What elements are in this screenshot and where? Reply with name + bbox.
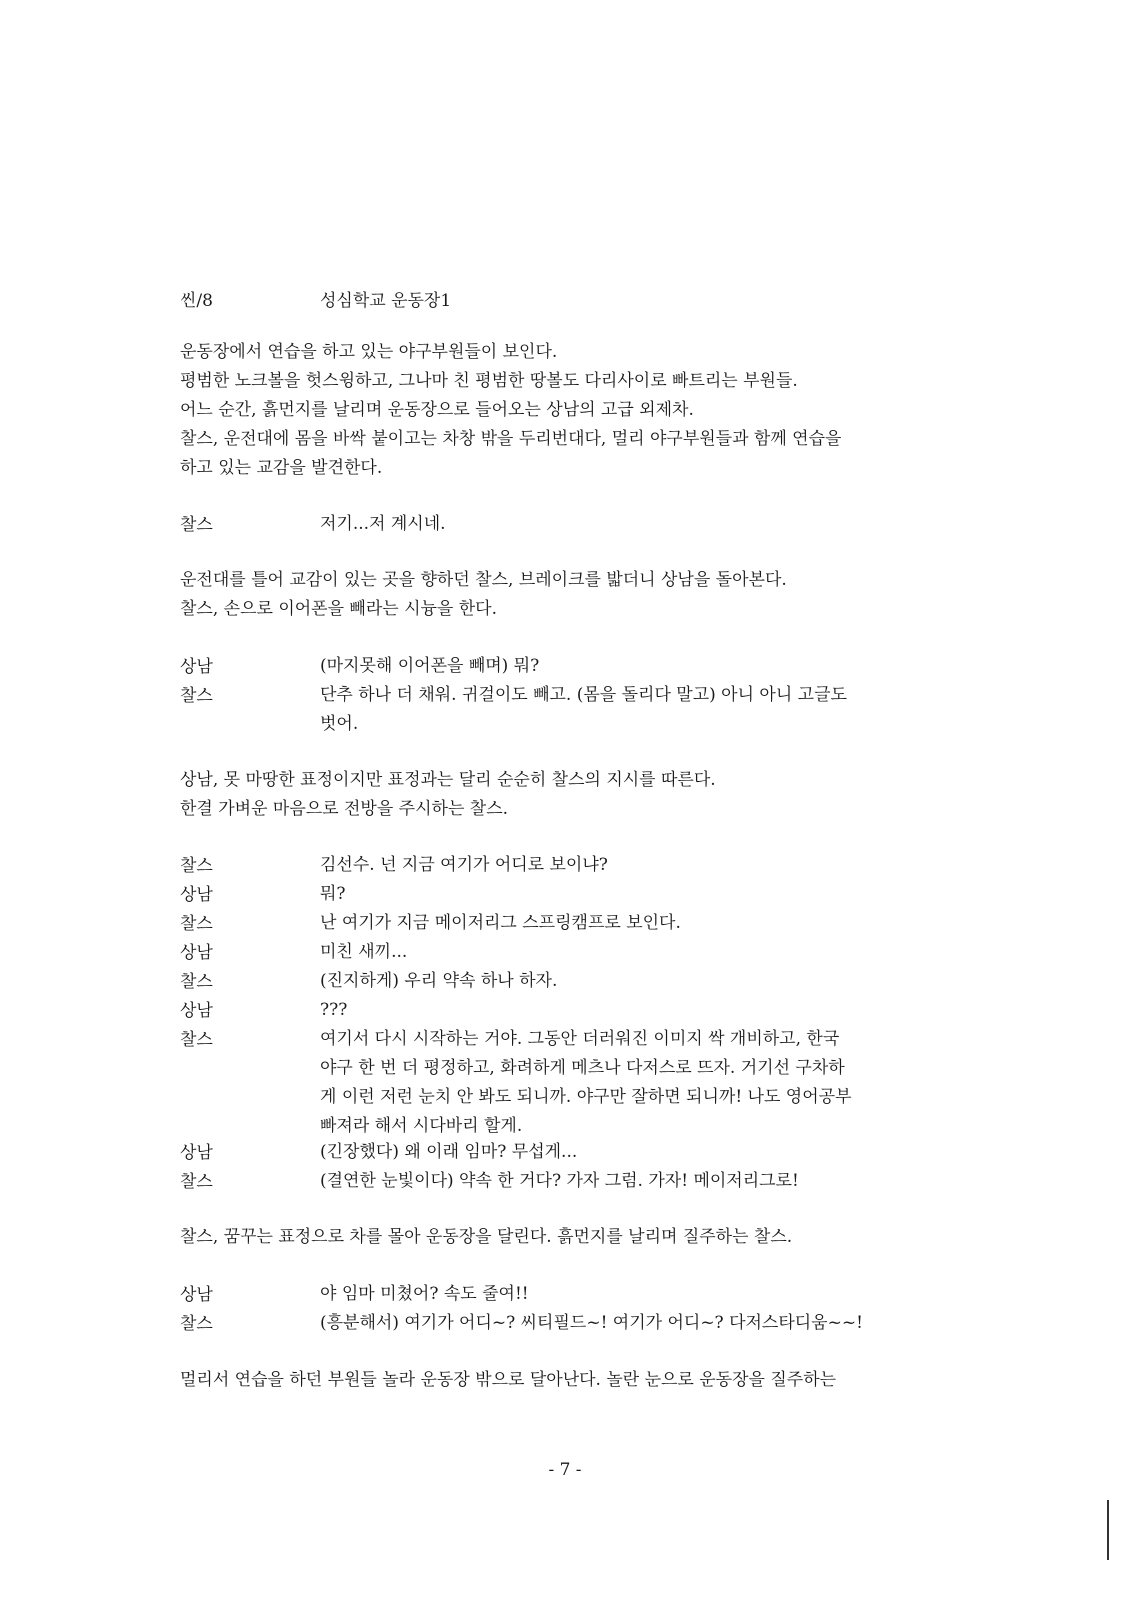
dialogue-line: (진지하게) 우리 약속 하나 하자. <box>320 971 558 991</box>
dialogue-text <box>320 938 960 967</box>
dialogue-line: 야구 한 번 더 평정하고, 화려하게 메츠나 다저스로 뜨자. 거기선 구차하 <box>320 1058 845 1078</box>
speaker: 상남 <box>180 1143 213 1163</box>
dialogue-text <box>320 967 960 996</box>
dialogue-line: 빠져라 해서 시다바리 할게. <box>320 1116 523 1136</box>
dialogue-line: 여기서 다시 시작하는 거야. 그동안 더러워진 이미지 싹 개비하고, 한국 <box>320 1029 840 1049</box>
action-line: 찰스, 꿈꾸는 표정으로 차를 몰아 운동장을 달린다. 흙먼지를 날리며 질주하는 찰스. <box>180 1227 793 1247</box>
speaker: 상남 <box>180 885 213 905</box>
action-line: 운전대를 틀어 교감이 있는 곳을 향하던 찰스, 브레이크를 밟더니 상남을 돌아본다. <box>180 570 787 590</box>
speaker: 찰스 <box>180 1314 213 1334</box>
dialogue-line: 뭐? <box>320 884 346 904</box>
action-line: 찰스, 손으로 이어폰을 빼라는 시늉을 한다. <box>180 599 498 619</box>
speaker: 찰스 <box>180 972 213 992</box>
dialogue-line: 벗어. <box>320 714 359 734</box>
action-line: 하고 있는 교감을 발견한다. <box>180 458 383 478</box>
action-line: 평범한 노크볼을 헛스윙하고, 그나마 친 평범한 땅볼도 다리사이로 빠트리는 부원들. <box>180 371 798 391</box>
speaker: 찰스 <box>180 914 213 934</box>
dialogue-text <box>320 1280 960 1309</box>
dialogue-text <box>320 1309 960 1338</box>
dialogue-text <box>320 851 960 880</box>
action-line: 상남, 못 마땅한 표정이지만 표정과는 달리 순순히 찰스의 지시를 따른다. <box>180 770 716 790</box>
scene-heading <box>180 286 960 312</box>
scan-edge-mark <box>1107 1500 1109 1560</box>
speaker: 상남 <box>180 657 213 677</box>
scene-location: 성심학교 운동장1 <box>320 291 452 311</box>
dialogue-text <box>320 880 960 909</box>
action-line: 찰스, 운전대에 몸을 바싹 붙이고는 차창 밖을 두리번대다, 멀리 야구부원들과 함께 연습을 <box>180 429 842 449</box>
action-line: 한결 가벼운 마음으로 전방을 주시하는 찰스. <box>180 799 509 819</box>
speaker: 찰스 <box>180 515 213 535</box>
dialogue-text <box>320 1025 960 1141</box>
dialogue-line: 게 이런 저런 눈치 안 봐도 되니까. 야구만 잘하면 되니까! 나도 영어공부 <box>320 1087 852 1107</box>
dialogue-line: ??? <box>320 1000 348 1020</box>
dialogue-line: 미친 새끼... <box>320 942 408 962</box>
page-number: - 7 - <box>548 1460 582 1480</box>
dialogue-text <box>320 1138 960 1167</box>
dialogue-text <box>320 1167 960 1196</box>
dialogue-text <box>320 510 960 539</box>
dialogue-line: (마지못해 이어폰을 빼며) 뭐? <box>320 656 540 676</box>
dialogue-line: (결연한 눈빛이다) 약속 한 거다? 가자 그럼. 가자! 메이저리그로! <box>320 1171 799 1191</box>
action-line: 멀리서 연습을 하던 부원들 놀라 운동장 밖으로 달아난다. 놀란 눈으로 운동장을 질주하는 <box>180 1370 837 1390</box>
speaker: 상남 <box>180 1001 213 1021</box>
dialogue-text <box>320 652 960 681</box>
speaker: 상남 <box>180 943 213 963</box>
speaker: 찰스 <box>180 856 213 876</box>
dialogue-line: 야 임마 미쳤어? 속도 줄여!! <box>320 1284 529 1304</box>
action-line: 어느 순간, 흙먼지를 날리며 운동장으로 들어오는 상남의 고급 외제차. <box>180 400 694 420</box>
dialogue-line: (흥분해서) 여기가 어디~? 씨티필드~! 여기가 어디~? 다저스타디움~~! <box>320 1313 863 1333</box>
action-line: 운동장에서 연습을 하고 있는 야구부원들이 보인다. <box>180 342 558 362</box>
speaker: 찰스 <box>180 1030 213 1050</box>
dialogue-text <box>320 996 960 1025</box>
speaker: 찰스 <box>180 1172 213 1192</box>
dialogue-line: 저기...저 계시네. <box>320 514 446 534</box>
dialogue-line: 김선수. 넌 지금 여기가 어디로 보이냐? <box>320 855 608 875</box>
dialogue-line: 난 여기가 지금 메이저리그 스프링캠프로 보인다. <box>320 913 681 933</box>
dialogue-line: (긴장했다) 왜 이래 임마? 무섭게... <box>320 1142 578 1162</box>
dialogue-line: 단추 하나 더 채워. 귀걸이도 빼고. (몸을 돌리다 말고) 아니 아니 고글도 <box>320 685 847 705</box>
speaker: 상남 <box>180 1285 213 1305</box>
speaker: 찰스 <box>180 686 213 706</box>
dialogue-text <box>320 681 960 739</box>
dialogue-text <box>320 909 960 938</box>
scene-number: 씬/8 <box>180 291 213 311</box>
